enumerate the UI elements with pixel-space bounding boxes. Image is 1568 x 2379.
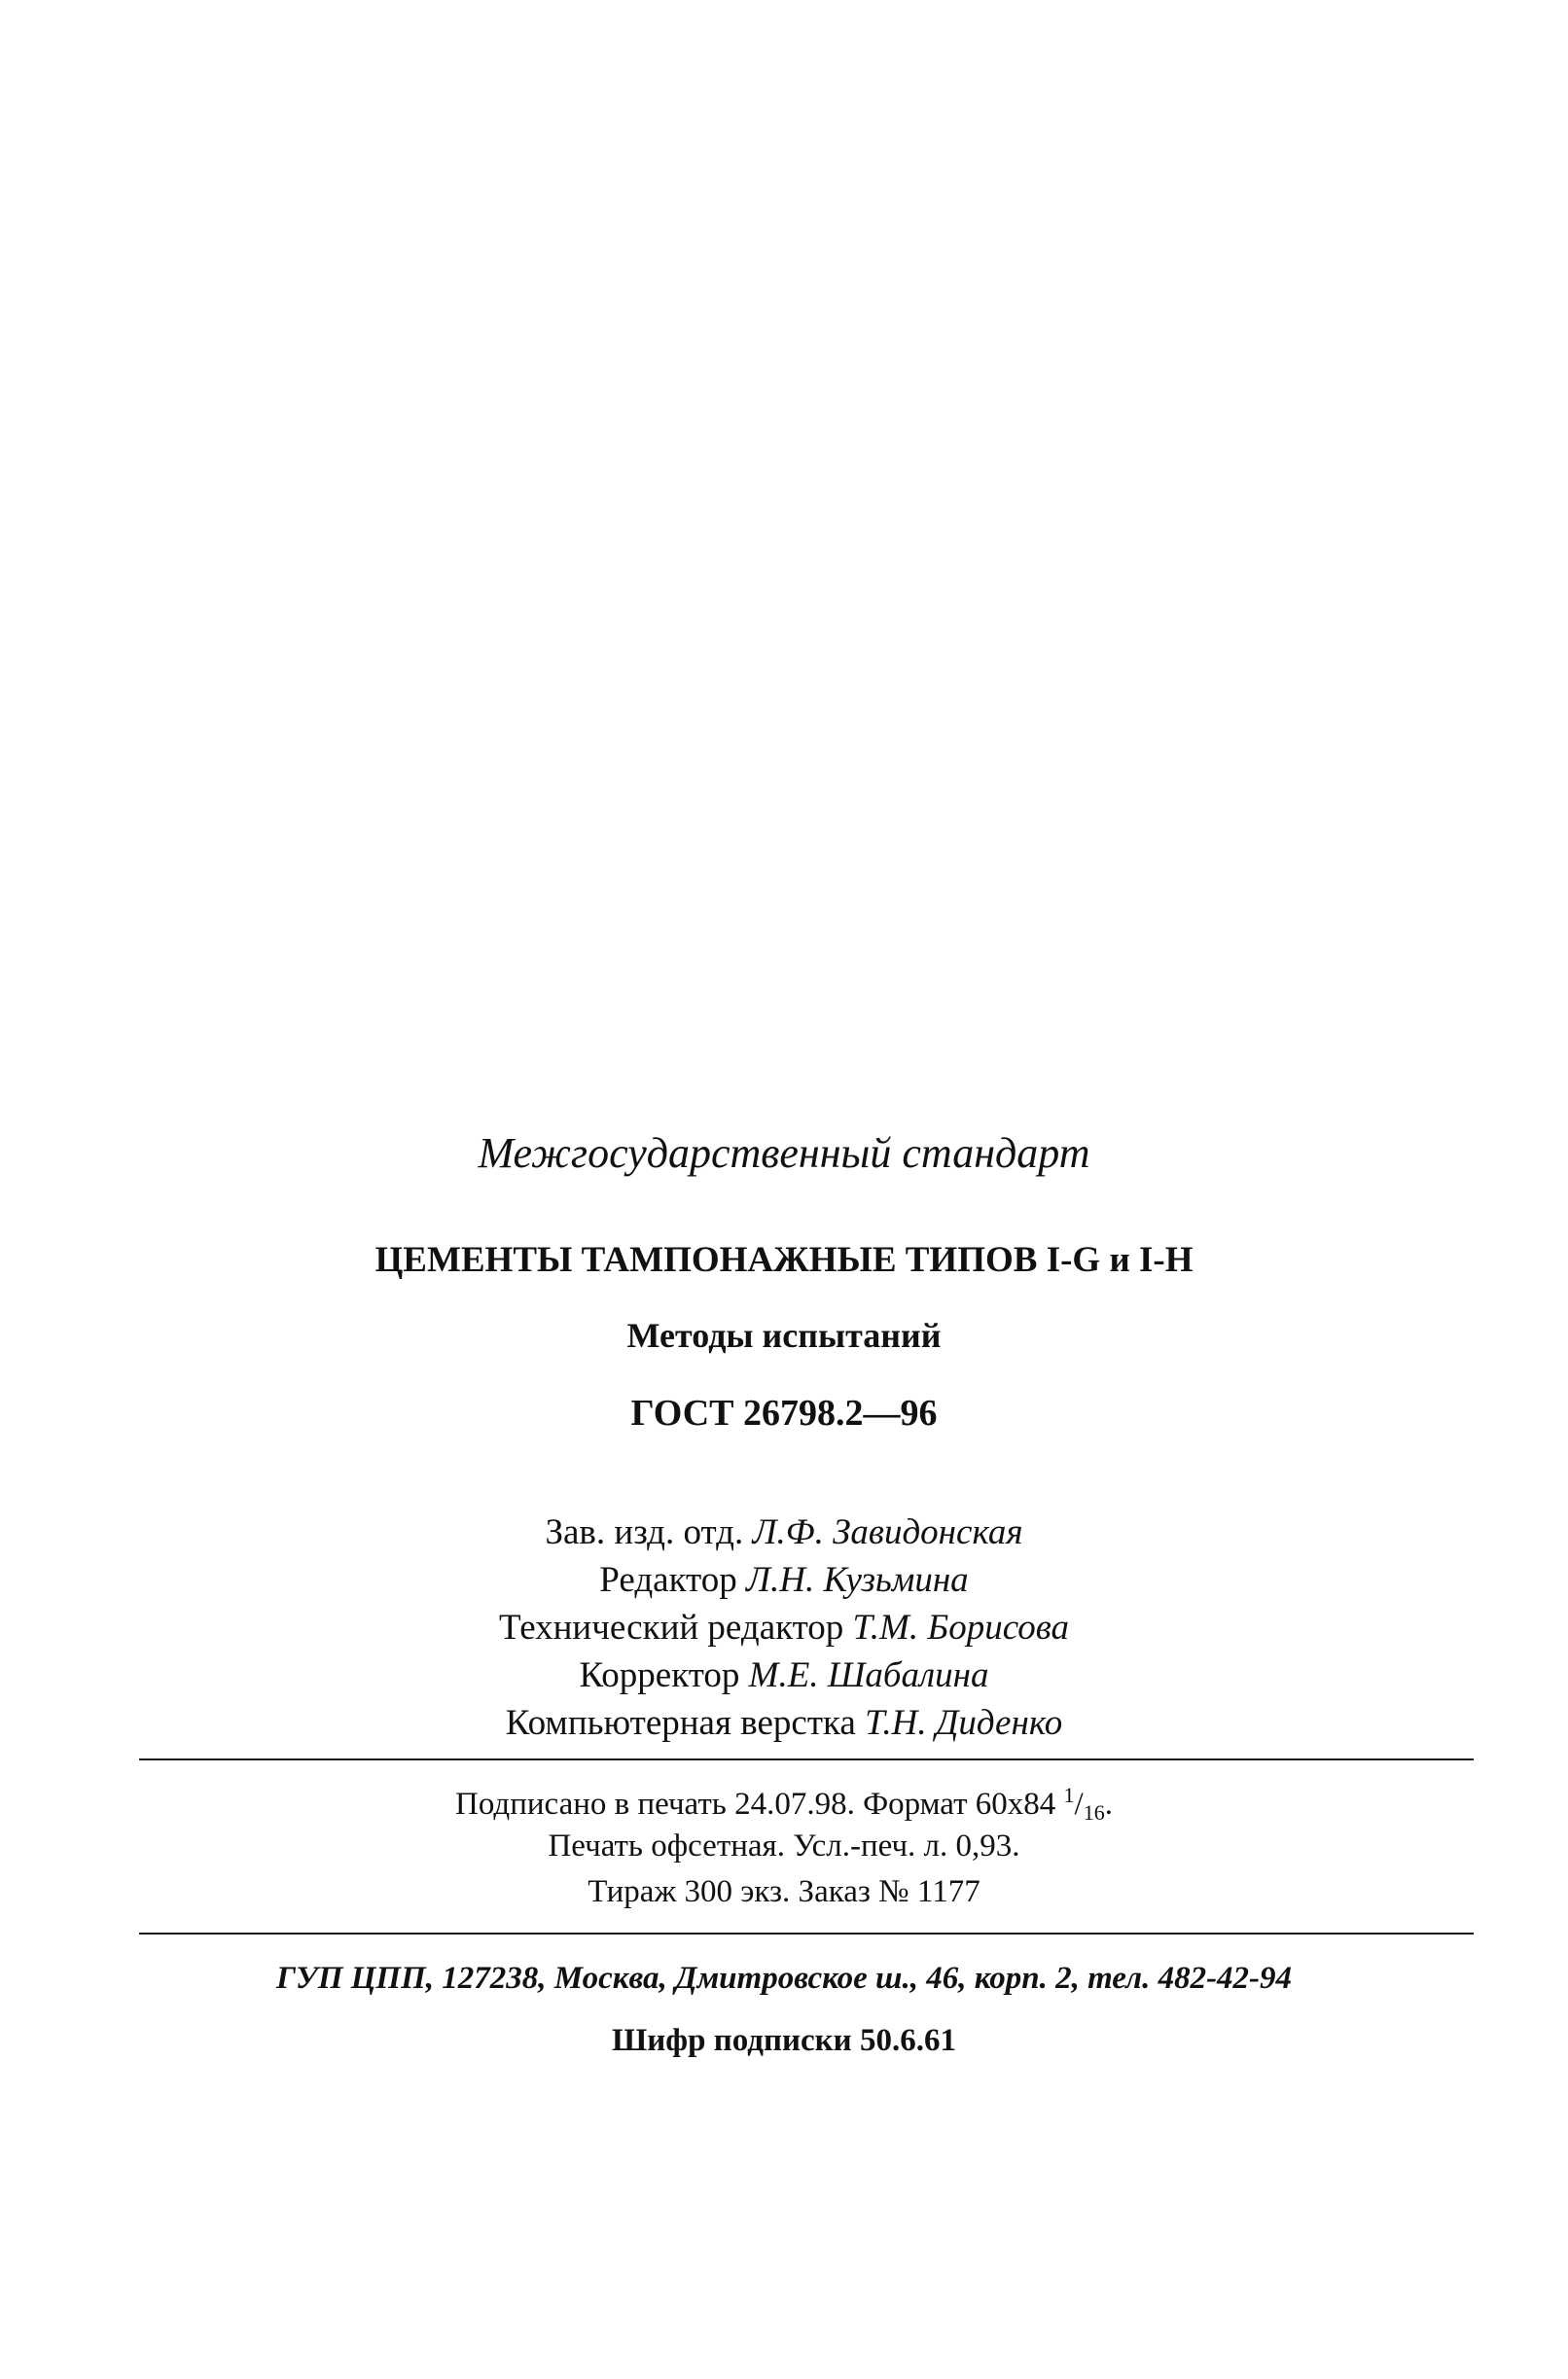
format-fraction-numerator: 1 bbox=[1063, 1783, 1075, 1807]
format-fraction-denominator: 16 bbox=[1083, 1800, 1105, 1825]
standard-number: ГОСТ 26798.2—96 bbox=[630, 1393, 938, 1434]
imprint-signed-text: Подписано в печать 24.07.98. Формат 60x84 bbox=[455, 1787, 1056, 1822]
credit-role: Корректор bbox=[579, 1655, 740, 1695]
credit-role: Компьютерная верстка bbox=[505, 1703, 856, 1743]
document-subtitle: Методы испытаний bbox=[626, 1316, 942, 1355]
publisher-address: ГУП ЦПП, 127238, Москва, Дмитровское ш., 46, корп. 2, тел. 482-42-94 bbox=[275, 1961, 1293, 1996]
document-title: ЦЕМЕНТЫ ТАМПОНАЖНЫЕ ТИПОВ I-G и I-H bbox=[374, 1240, 1194, 1280]
imprint-print-line: Печать офсетная. Усл.-печ. л. 0,93. bbox=[548, 1829, 1020, 1864]
divider-rule bbox=[139, 1933, 1474, 1935]
credit-name: Л.Ф. Завидонская bbox=[752, 1512, 1023, 1552]
imprint-signed-line: Подписано в печать 24.07.98. Формат 60x84 $^1/_{16}$. bbox=[455, 1783, 1113, 1825]
credit-role: Технический редактор bbox=[499, 1608, 844, 1648]
imprint-run-line: Тираж 300 экз. Заказ № 1177 bbox=[588, 1874, 980, 1909]
credit-line bbox=[0, 1610, 1568, 1646]
series-title: Межгосударственный стандарт bbox=[478, 1129, 1090, 1177]
credit-role: Редактор bbox=[599, 1560, 737, 1600]
credit-name: Т.М. Борисова bbox=[852, 1608, 1069, 1648]
credit-name: Т.Н. Диденко bbox=[865, 1703, 1063, 1743]
credit-line bbox=[0, 1705, 1568, 1741]
credit-line bbox=[0, 1514, 1568, 1550]
credit-name: Л.Н. Кузьмина bbox=[746, 1560, 969, 1600]
credit-role: Зав. изд. отд. bbox=[545, 1512, 744, 1552]
divider-rule bbox=[139, 1758, 1474, 1760]
subscription-code: Шифр подписки 50.6.61 bbox=[612, 2023, 956, 2058]
imprint-signed-end: . bbox=[1104, 1787, 1113, 1822]
credit-line bbox=[0, 1562, 1568, 1598]
credit-name: М.Е. Шабалина bbox=[748, 1655, 989, 1695]
credit-line bbox=[0, 1657, 1568, 1693]
